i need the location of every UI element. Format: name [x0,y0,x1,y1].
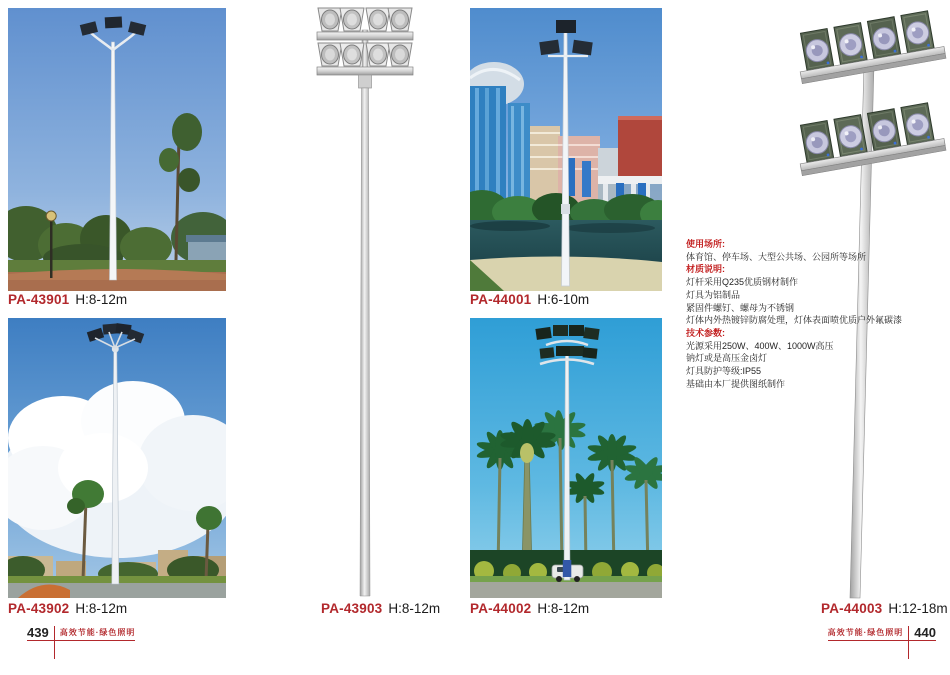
pole-collar [359,75,372,88]
product-label-pa-43903 [321,601,440,616]
crossarm-bottom [317,67,413,75]
product-model: PA-43902 [8,601,70,616]
info-heading-specs: 技术参数: [686,327,725,338]
product-height: H:8-12m [537,601,590,616]
info-line: 紧固件螺钉、螺母为不锈钢 [686,302,795,313]
footer-underline [27,640,135,641]
product-label-pa-44001 [470,292,589,307]
product-model: PA-43903 [321,601,383,616]
product-label-pa-43901 [8,292,127,307]
footer-underline [828,640,936,641]
product-label-pa-44002 [470,601,589,616]
photo-illustration-pa-44001 [470,8,662,291]
info-line: 灯具为铝制品 [686,289,741,300]
product-height: H:8-12m [75,292,128,307]
photo-illustration-pa-44002 [470,318,662,598]
product-label-pa-43902 [8,601,127,616]
page-number-left: 439 [27,625,49,640]
info-heading-usage: 使用场所: [686,239,725,249]
product-photo-pa-44002 [470,318,662,598]
info-line: 钠灯或是高压金卤灯 [686,353,768,364]
info-line: 光源采用250W、400W、1000W高压 [686,340,834,351]
product-model: PA-44003 [821,601,883,616]
info-line: 灯体内外热镀锌防腐处理，灯体表面喷优质户外氟碳漆 [686,315,903,326]
footer-divider [54,626,55,659]
photo-illustration-pa-43902 [8,318,226,598]
footer-slogan: 高效节能·绿色照明 [59,628,136,637]
product-model: PA-44001 [470,292,532,307]
info-line: 基础由本厂提供图纸制作 [686,378,786,389]
product-height: H:6-10m [537,292,590,307]
footer-divider [908,626,909,659]
info-line: 灯杆采用Q235优质钢材制作 [686,277,799,288]
product-model: PA-43901 [8,292,70,307]
info-heading-material: 材质说明: [686,264,725,275]
product-render-pa-43903 [300,4,430,600]
product-photo-pa-44001 [470,8,662,291]
page-number-right: 440 [914,625,936,640]
product-height: H:8-12m [388,601,441,616]
product-label-pa-44003 [821,601,948,616]
pole-shaft [360,88,370,596]
product-model: PA-44002 [470,601,532,616]
info-line: 体育馆、停车场、大型公共场、公园所等场所 [686,251,867,262]
product-info-block [686,238,946,390]
product-photo-pa-43902 [8,318,226,598]
product-height: H:12-18m [888,601,948,616]
footer-slogan: 高效节能·绿色照明 [827,628,904,637]
render-illustration-pa-43903 [300,4,430,600]
info-line: 灯具防护等级:IP55 [686,366,762,377]
crossarm-top [317,32,413,40]
floodlight-row-top [318,8,412,31]
footer-right [828,626,936,640]
photo-illustration-pa-43901 [8,8,226,291]
product-height: H:8-12m [75,601,128,616]
footer-left [27,626,135,640]
product-photo-pa-43901 [8,8,226,291]
